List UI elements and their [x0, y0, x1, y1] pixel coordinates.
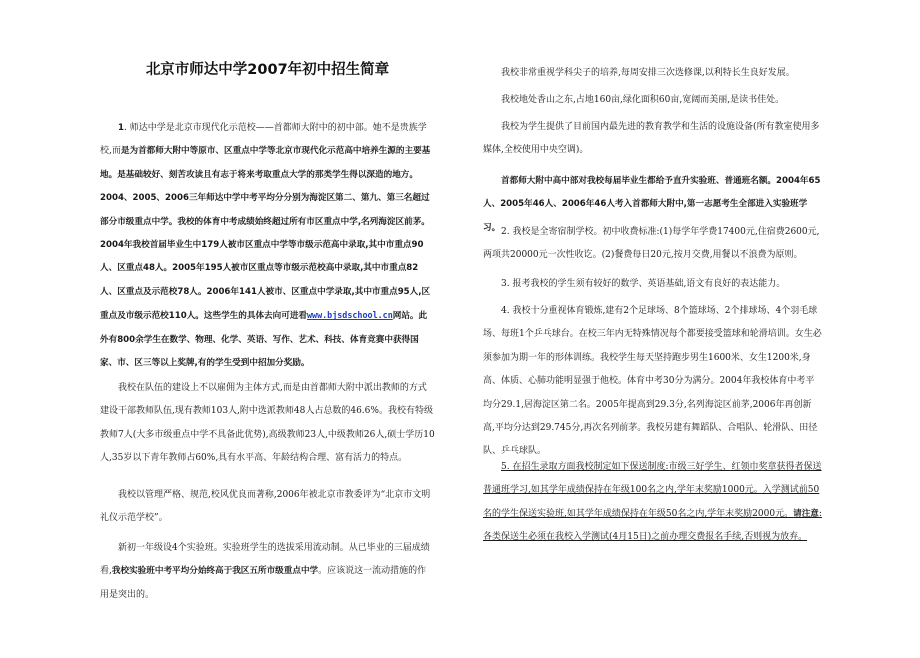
- left-paragraph-2: 我校在队伍的建设上不以雇佣为主体方式,而是由首都师大附中派出教师的方式建设干部教师队伍,现有教师103人,附中选派教师48人占总数的46.6%。我校有特级教师7人(大多市级重点中学不具备此优势),高级教师23人,中级教师26人,硕士学历10人,35岁以下青年教师占60%,具有水平高、年龄结构合理、富有活力的特点。: [100, 383, 435, 464]
- left-paragraph-1: [100, 117, 435, 375]
- right-p4-bold: 首都师大附中高中部对我校每届毕业生都给予直升实验班、普通班名额。2004年65人、2005年46人、2006年46人考入首都师大附中,第一志愿考生全部进入实验班学习。: [483, 176, 821, 233]
- p1-bold-b: 网站。此外有800余学生在数学、物理、化学、英语、写作、艺术、科技、体育竞赛中获得国家、市、区三等以上奖牌,有的学生受到中招加分奖励。: [100, 311, 428, 369]
- p4-bold: 我校实验班中考平均分始终高于我区五所市级重点中学: [111, 566, 319, 577]
- p8-bold: 请注意: [793, 508, 819, 519]
- p1-number: 1: [118, 123, 124, 133]
- right-paragraph-3: 我校为学生提供了目前国内最先进的教育教学和生活的设施设备(所有教室使用多媒体,全校使用中央空调)。: [483, 122, 820, 156]
- p1-intro: . 师达中学是北京市现代化示范校——首都师大附中的初中部。她不是贵族学校,而: [100, 123, 427, 157]
- p4-plain: 新初一年级设4个实验班。实验班学生的选拔采用流动制。从已毕业的三届成绩看,: [100, 543, 430, 577]
- page-title: 北京市师达中学2007年初中招生简章: [145, 62, 390, 78]
- right-paragraph-1: 我校非常重视学科尖子的培养,每周安排三次选修课,以利特长生良好发展。: [501, 68, 795, 78]
- right-paragraph-8: [483, 456, 823, 550]
- p8-tail: :各类保送生必须在我校入学测试(4月15日)之前办理交费报名手续,否则视为放弃。: [483, 508, 822, 543]
- school-website-link[interactable]: www.bjsdschool.cn: [307, 310, 393, 321]
- p8-plain: 5. 在招生录取方面我校制定如下保送制度:市级三好学生、红领巾奖章获得者保送普通班学习,如其学年成绩保持在年级100名之内,学年末奖励1000元。入学测试前50名的学生保送实验班,如其学年成绩保持在年级50名之内,学年末奖励2000元。: [483, 462, 822, 519]
- right-paragraph-2: 我校地处香山之东,占地160亩,绿化面积60亩,宽阔而美丽,是读书佳处。: [501, 95, 785, 105]
- p1-bold-a: 是为首都师大附中等原市、区重点中学等北京市现代化示范高中培养生源的主要基地。是基础较好、刻苦攻读且有志于将来考取重点大学的那类学生得以深造的地方。2004、2005、2006三年师达中学中考平均分分别为海淀区第二、第九、第三名超过部分市级重点中学。我校的体育中考成绩始终超过所有市区重点中学,名列海淀区前茅。2004年我校首届毕业生中179人被市区重点中学等市级示范高中录取,其中市重点90人、区重点48人。2005年195人被市区重点等市级示范校高中录取,其中市重点82人、区重点及示范校78人。2006年141人被市、区重点中学录取,其中市重点95人,区重点及市级示范校110人。这些学生的具体去向可进看: [100, 146, 431, 322]
- right-paragraph-6: 3. 报考我校的学生须有较好的数学、英语基础,语文有良好的表达能力。: [501, 279, 786, 289]
- right-paragraph-7: 4. 我校十分重视体育锻炼,建有2个足球场、8个篮球场、2个排球场、4个羽毛球场、每班1个乒乓球台。在校三年内无特殊情况每个都要接受篮球和轮滑培训。女生必须参加为期一年的形体训练。我校学生每天坚持跑步男生1600米、女生1200米,身高、体质、心肺功能明显强于他校。体育中考30分为满分。2004年我校体育中考平均分29.1,居海淀区第二名。2005年提高到29.3分,名列海淀区前茅,2006年再创新高,平均分达到29.745分,再次名列前茅。我校另建有舞蹈队、合唱队、轮滑队、田径队、乒乓球队。: [483, 306, 822, 457]
- p4-tail: 。应该说这一流动措施的作用是突出的。: [100, 566, 427, 600]
- left-paragraph-4: [100, 537, 435, 607]
- left-paragraph-3: 我校以管理严格、规范,校风优良而著称,2006年被北京市教委评为“北京市文明礼仪示范学校”。: [100, 490, 431, 524]
- right-paragraph-5: 2. 我校是全寄宿制学校。初中收费标准:(1)每学年学费17400元,住宿费2600元,两项共20000元一次性收讫。(2)餐费每日20元,按月交费,用餐以不浪费为原则。: [483, 227, 820, 261]
